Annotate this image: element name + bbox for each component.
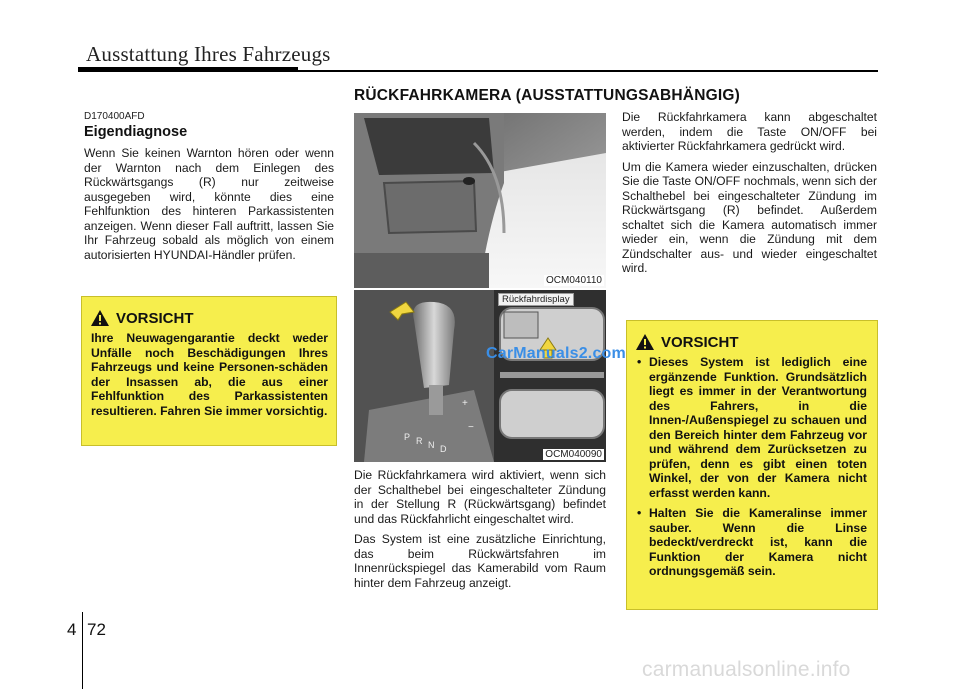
svg-text:D: D xyxy=(440,444,447,454)
svg-text:N: N xyxy=(428,440,435,450)
subheading: Eigendiagnose xyxy=(84,124,188,140)
left-paragraph: Wenn Sie keinen Warnton hören oder wenn der Warnton nach dem Einlegen des Rückwärtsgangs (R) nur zeitweise ausgegeben wird, könnte dies eine Fehlfunktion des hinteren Parkassistenten anzeigen. Wenn dieser Fall auftritt, lassen Sie Ihr Fahrzeug sobald als möglich von einem autorisierten HYUNDAI-Händler prüfen. xyxy=(84,146,334,262)
watermark-text: CarManuals2.com xyxy=(486,345,626,362)
rear-camera-photo xyxy=(354,113,606,288)
caution-list-item: • Dieses System ist lediglich eine ergänzende Funktion. Grundsätzlich liegt es immer in der Verantwortung des Fahrers, in die Innen-/Außenspiegel zu schauen und den Bereich hinter dem Fahrzeug vor und während dem Zurücksetzen zu prüfen, denn es gibt einen toten Winkel, der von der Kamera nicht erfasst werden kann. xyxy=(635,355,867,500)
right-body-text xyxy=(622,110,877,282)
svg-text:−: − xyxy=(468,422,474,433)
display-label: Rückfahrdisplay xyxy=(498,293,574,306)
gear-lever-illustration xyxy=(354,290,606,462)
svg-text:P: P xyxy=(404,432,411,442)
page-header-title: Ausstattung Ihres Fahrzeugs xyxy=(86,42,331,66)
car-rear-illustration xyxy=(354,113,606,288)
middle-body-text xyxy=(354,468,606,596)
site-watermark: carmanualsonline.info xyxy=(642,658,851,681)
right-paragraph: Die Rückfahrkamera kann abgeschaltet werden, indem die Taste ON/OFF bei aktivierter Rückfahrkamera gedrückt wird. xyxy=(622,110,877,153)
section-title: RÜCKFAHRKAMERA (AUSSTATTUNGSABHÄNGIG) xyxy=(354,87,740,104)
warning-icon xyxy=(635,333,655,351)
footer-divider xyxy=(82,612,83,689)
right-paragraph: Um die Kamera wieder einzuschalten, drücken Sie die Taste ON/OFF nochmals, wenn sich der Schalthebel bei eingeschalteter Zündung im Rückwärtsgang (R) befindet. Außerdem schaltet sich die Kamera automatisch immer wieder ein, wenn die Zündung mit dem Zündschalter aus- und wieder eingeschaltet wird. xyxy=(622,159,877,275)
image-code: OCM040090 xyxy=(545,449,602,460)
middle-paragraph: Das System ist eine zusätzliche Einrichtung, das beim Rückwärtsfahren im Innenrückspiegel das Kamerabild vom Raum hinter dem Fahrzeug anzeigt. xyxy=(354,532,606,590)
middle-paragraph: Die Rückfahrkamera wird aktiviert, wenn sich der Schalthebel bei eingeschalteter Zündung in der Stellung R (Rückwärtsgang) befindet und das Rückfahrlicht eingeschaltet wird. xyxy=(354,468,606,526)
gear-lever-photo xyxy=(354,290,626,462)
caution-title: VORSICHT xyxy=(116,309,194,327)
warning-icon xyxy=(90,309,110,327)
left-body-text xyxy=(84,146,334,268)
svg-text:R: R xyxy=(416,436,423,446)
chapter-number: 4 xyxy=(67,620,77,639)
caution-list xyxy=(627,355,877,579)
image-code: OCM040110 xyxy=(546,275,602,286)
page-number: 72 xyxy=(87,620,106,639)
caution-title: VORSICHT xyxy=(661,333,739,351)
svg-text:+: + xyxy=(462,398,468,409)
caution-box-right xyxy=(626,320,878,610)
caution-text: Ihre Neuwagengarantie deckt weder Unfälle noch Beschädigungen Ihres Fahrzeugs und keine Personen-schäden der Insassen ab, die aus einer Fehlfunktion des Parkassistenten resultieren. Fahren Sie immer vorsichtig. xyxy=(91,331,328,418)
header-rule-accent xyxy=(78,67,298,72)
caution-box-left xyxy=(81,296,337,446)
caution-list-item: • Halten Sie die Kameralinse immer sauber. Wenn die Linse bedeckt/verdreckt ist, kann die Funktion der Kamera nicht ordnungsgemäß sein. xyxy=(635,506,867,579)
section-code: D170400AFD xyxy=(84,111,145,122)
